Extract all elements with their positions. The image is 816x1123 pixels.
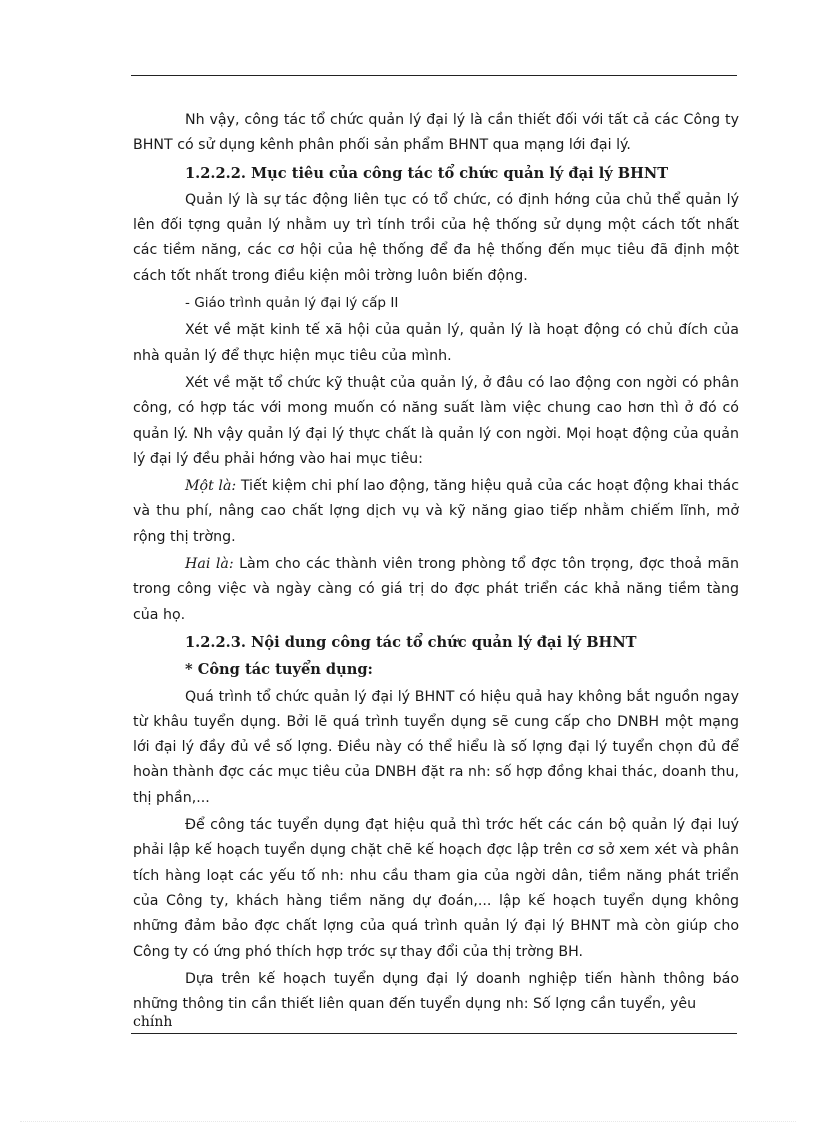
footer-text: chính xyxy=(133,1014,173,1030)
paragraph: Xét về mặt kinh tế xã hội của quản lý, quản lý là hoạt động có chủ đích của nhà quản lý để thực hiện mục tiêu của mình. xyxy=(133,322,739,364)
paragraph-text: Tiết kiệm chi phí lao động, tăng hiệu quả của các hoạt động khai thác và thu phí, nâng cao chất lợng dịch vụ và kỹ năng giao tiếp nhằm chiếm lĩnh, mở rộng thị trờng. xyxy=(133,478,739,545)
paragraph xyxy=(133,552,739,628)
paragraph: Xét về mặt tổ chức kỹ thuật của quản lý, ở đâu có lao động con ngời có phân công, có hợp tác với mong muốn có năng suất làm việc chung cao hơn thì ở đó có quản lý. Nh vậy quản lý đại lý thực chất là quản lý con ngời. Mọi hoạt động của quản lý đại lý đều phải hớng vào hai mục tiêu: xyxy=(133,374,739,467)
paragraph-lead: Một là: xyxy=(185,478,237,495)
footer-rule xyxy=(131,1033,737,1034)
header-rule xyxy=(131,75,737,76)
paragraph: - Giáo trình quản lý đại lý cấp II xyxy=(185,295,399,312)
paragraph: Quá trình tổ chức quản lý đại lý BHNT có hiệu quả hay không bắt nguồn ngay từ khâu tuyển dụng. Bởi lẽ quá trình tuyển dụng sẽ cung cấp cho DNBH một mạng lới đại lý đầy đủ về số lợng. Điều này có thể hiểu là số lợng đại lý tuyển chọn đủ để hoàn thành đợc các mục tiêu của DNBH đặt ra nh: số hợp đồng khai thác, doanh thu, thị phần,... xyxy=(133,688,739,806)
section-heading: 1.2.2.3. Nội dung công tác tổ chức quản lý đại lý BHNT xyxy=(185,633,637,651)
page-edge-divider xyxy=(20,1121,796,1122)
paragraph xyxy=(133,474,739,550)
paragraph: Quản lý là sự tác động liên tục có tổ chức, có định hớng của chủ thể quản lý lên đối tợng quản lý nhằm uy trì tính trồi của hệ thống sử dụng một cách tốt nhất các tiềm năng, các cơ hội của hệ thống để đa hệ thống đến mục tiêu đã định một cách tốt nhất trong điều kiện môi trờng luôn biến động. xyxy=(133,191,739,284)
paragraph: Nh vậy, công tác tổ chức quản lý đại lý là cần thiết đối với tất cả các Công ty BHNT có sử dụng kênh phân phối sản phẩm BHNT qua mạng lới đại lý. xyxy=(133,112,739,154)
document-body xyxy=(133,108,739,1017)
section-heading: 1.2.2.2. Mục tiêu của công tác tổ chức quản lý đại lý BHNT xyxy=(185,164,669,182)
subsection-heading: * Công tác tuyển dụng: xyxy=(185,661,373,679)
paragraph: Dựa trên kế hoạch tuyển dụng đại lý doanh nghiệp tiến hành thông báo những thông tin cần thiết liên quan đến tuyển dụng nh: Số lợng cần tuyển, yêu xyxy=(133,970,739,1013)
paragraph-text: Làm cho các thành viên trong phòng tổ đợc tôn trọng, đợc thoả mãn trong công việc và ngày càng có giá trị do đợc phát triển các khả năng tiềm tàng của họ. xyxy=(133,556,740,623)
paragraph: Để công tác tuyển dụng đạt hiệu quả thì trớc hết các cán bộ quản lý đại luý phải lập kế hoạch tuyển dụng chặt chẽ kế hoạch đợc lập trên cơ sở xem xét và phân tích hàng loạt các yếu tố nh: nhu cầu tham gia của ngời dân, tiềm năng phát triển của Công ty, khách hàng tiềm năng dự đoán,... lập kế hoạch tuyển dụng không những đảm bảo đợc chất lợng của quá trình quản lý đại lý BHNT mà còn giúp cho Công ty có ứng phó thích hợp trớc sự thay đổi của thị trờng BH. xyxy=(133,817,739,960)
paragraph-lead: Hai là: xyxy=(185,556,234,573)
